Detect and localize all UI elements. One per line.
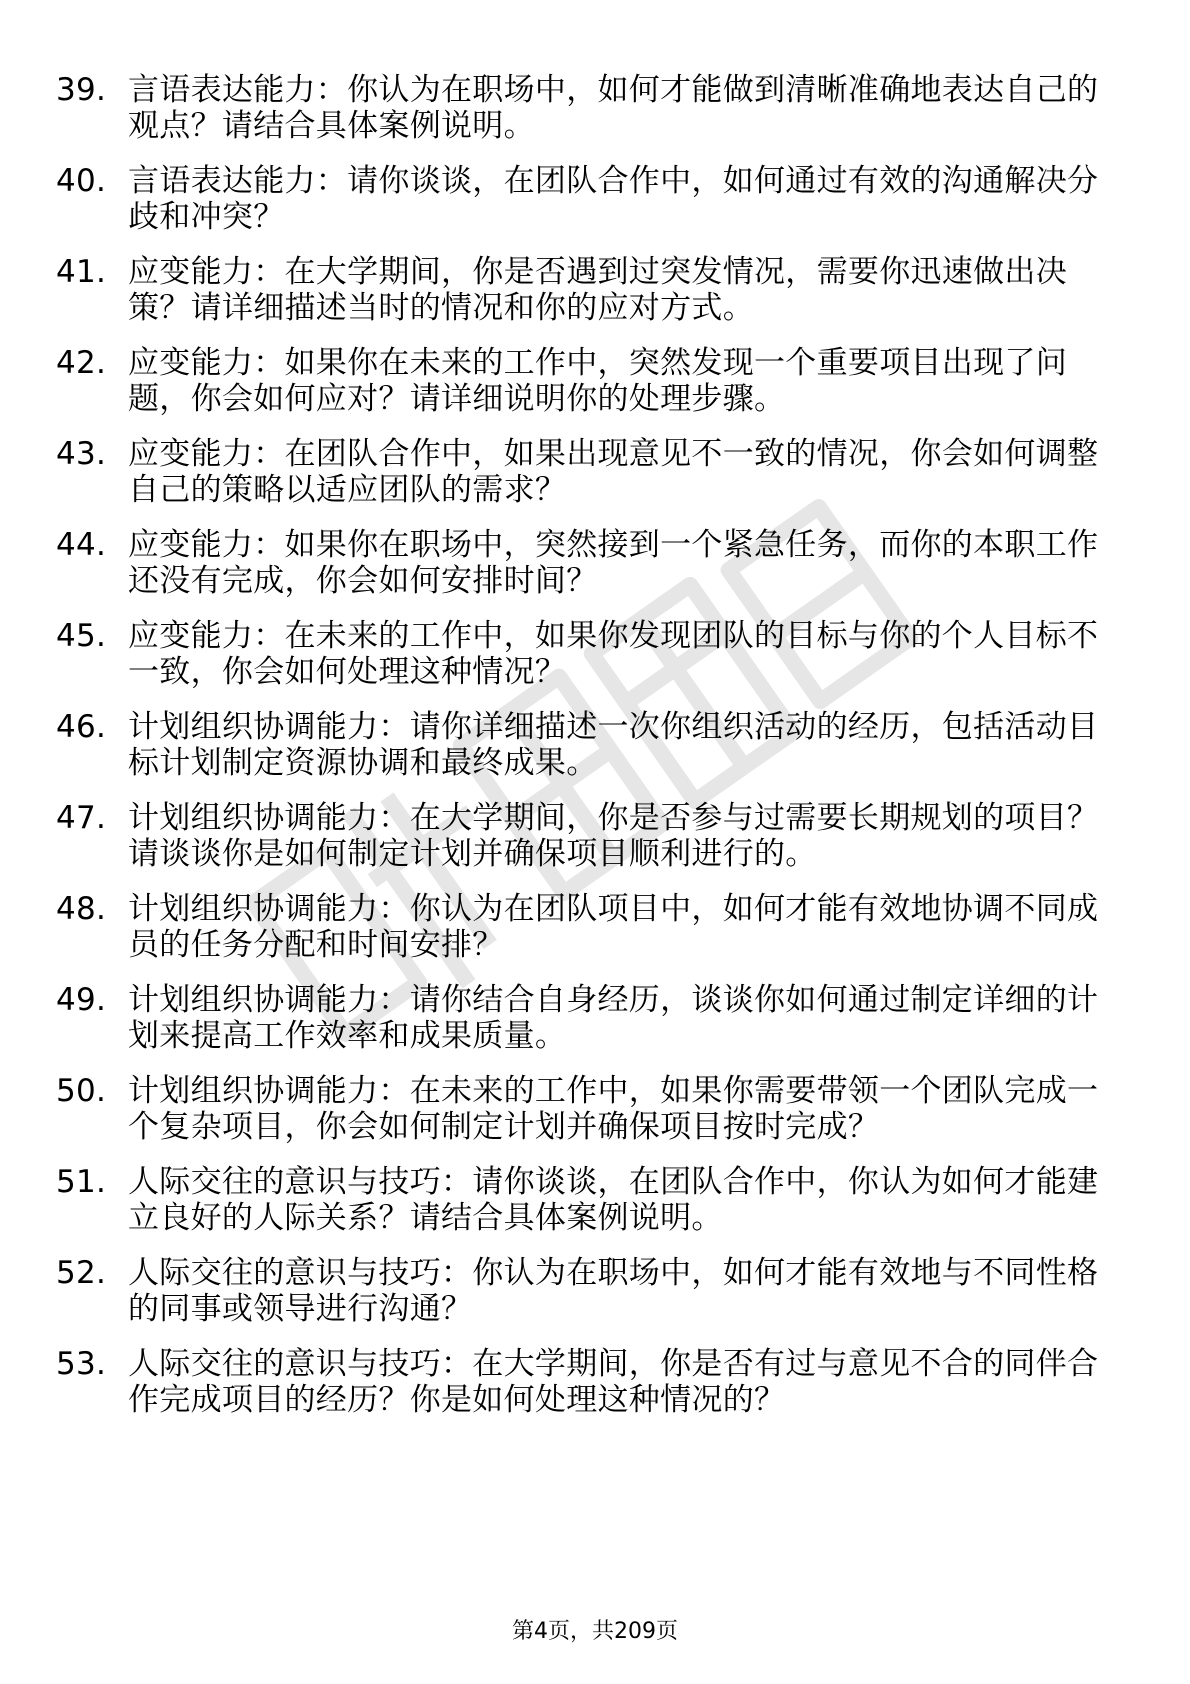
question-item xyxy=(56,527,1116,599)
question-item xyxy=(56,436,1116,508)
question-number: 47. xyxy=(56,800,107,836)
question-number: 49. xyxy=(56,982,107,1018)
question-text: 言语表达能力：你认为在职场中，如何才能做到清晰准确地表达自己的观点？请结合具体案例说明。 xyxy=(128,72,1099,144)
question-number: 46. xyxy=(56,709,107,745)
question-number: 41. xyxy=(56,254,107,290)
question-list xyxy=(56,72,1116,1437)
question-number: 50. xyxy=(56,1073,107,1109)
question-number: 43. xyxy=(56,436,107,472)
question-item xyxy=(56,618,1116,690)
question-number: 42. xyxy=(56,345,107,381)
question-text: 言语表达能力：请你谈谈，在团队合作中，如何通过有效的沟通解决分歧和冲突？ xyxy=(128,163,1099,235)
question-number: 45. xyxy=(56,618,107,654)
question-text: 计划组织协调能力：请你详细描述一次你组织活动的经历，包括活动目标计划制定资源协调和最终成果。 xyxy=(128,709,1099,781)
question-item xyxy=(56,72,1116,144)
question-text: 人际交往的意识与技巧：你认为在职场中，如何才能有效地与不同性格的同事或领导进行沟通？ xyxy=(128,1255,1099,1327)
question-text: 计划组织协调能力：请你结合自身经历，谈谈你如何通过制定详细的计划来提高工作效率和成果质量。 xyxy=(128,982,1099,1054)
question-item xyxy=(56,982,1116,1054)
question-item xyxy=(56,800,1116,872)
question-item xyxy=(56,891,1116,963)
question-text: 计划组织协调能力：在未来的工作中，如果你需要带领一个团队完成一个复杂项目，你会如何制定计划并确保项目按时完成？ xyxy=(128,1073,1099,1145)
question-number: 53. xyxy=(56,1346,107,1382)
question-item xyxy=(56,709,1116,781)
question-text: 应变能力：如果你在职场中，突然接到一个紧急任务，而你的本职工作还没有完成，你会如何安排时间？ xyxy=(128,527,1099,599)
question-number: 51. xyxy=(56,1164,107,1200)
question-number: 44. xyxy=(56,527,107,563)
question-text: 应变能力：在大学期间，你是否遇到过突发情况，需要你迅速做出决策？请详细描述当时的情况和你的应对方式。 xyxy=(128,254,1067,326)
question-text: 计划组织协调能力：你认为在团队项目中，如何才能有效地协调不同成员的任务分配和时间安排？ xyxy=(128,891,1099,963)
question-number: 52. xyxy=(56,1255,107,1291)
question-number: 40. xyxy=(56,163,107,199)
question-item xyxy=(56,1346,1116,1418)
question-item xyxy=(56,1255,1116,1327)
page-footer: 第4页，共209页 xyxy=(512,1619,678,1644)
question-item xyxy=(56,345,1116,417)
question-text: 人际交往的意识与技巧：在大学期间，你是否有过与意见不合的同伴合作完成项目的经历？你是如何处理这种情况的？ xyxy=(128,1346,1099,1418)
question-item xyxy=(56,163,1116,235)
question-text: 应变能力：如果你在未来的工作中，突然发现一个重要项目出现了问题，你会如何应对？请详细说明你的处理步骤。 xyxy=(128,345,1067,417)
question-item xyxy=(56,1164,1116,1236)
question-text: 计划组织协调能力：在大学期间，你是否参与过需要长期规划的项目？请谈谈你是如何制定计划并确保项目顺利进行的。 xyxy=(128,800,1099,872)
question-text: 人际交往的意识与技巧：请你谈谈，在团队合作中，你认为如何才能建立良好的人际关系？请结合具体案例说明。 xyxy=(128,1164,1099,1236)
question-text: 应变能力：在未来的工作中，如果你发现团队的目标与你的个人目标不一致，你会如何处理这种情况？ xyxy=(128,618,1099,690)
question-item xyxy=(56,254,1116,326)
question-item xyxy=(56,1073,1116,1145)
question-number: 48. xyxy=(56,891,107,927)
question-text: 应变能力：在团队合作中，如果出现意见不一致的情况，你会如何调整自己的策略以适应团队的需求？ xyxy=(128,436,1099,508)
question-number: 39. xyxy=(56,72,107,108)
